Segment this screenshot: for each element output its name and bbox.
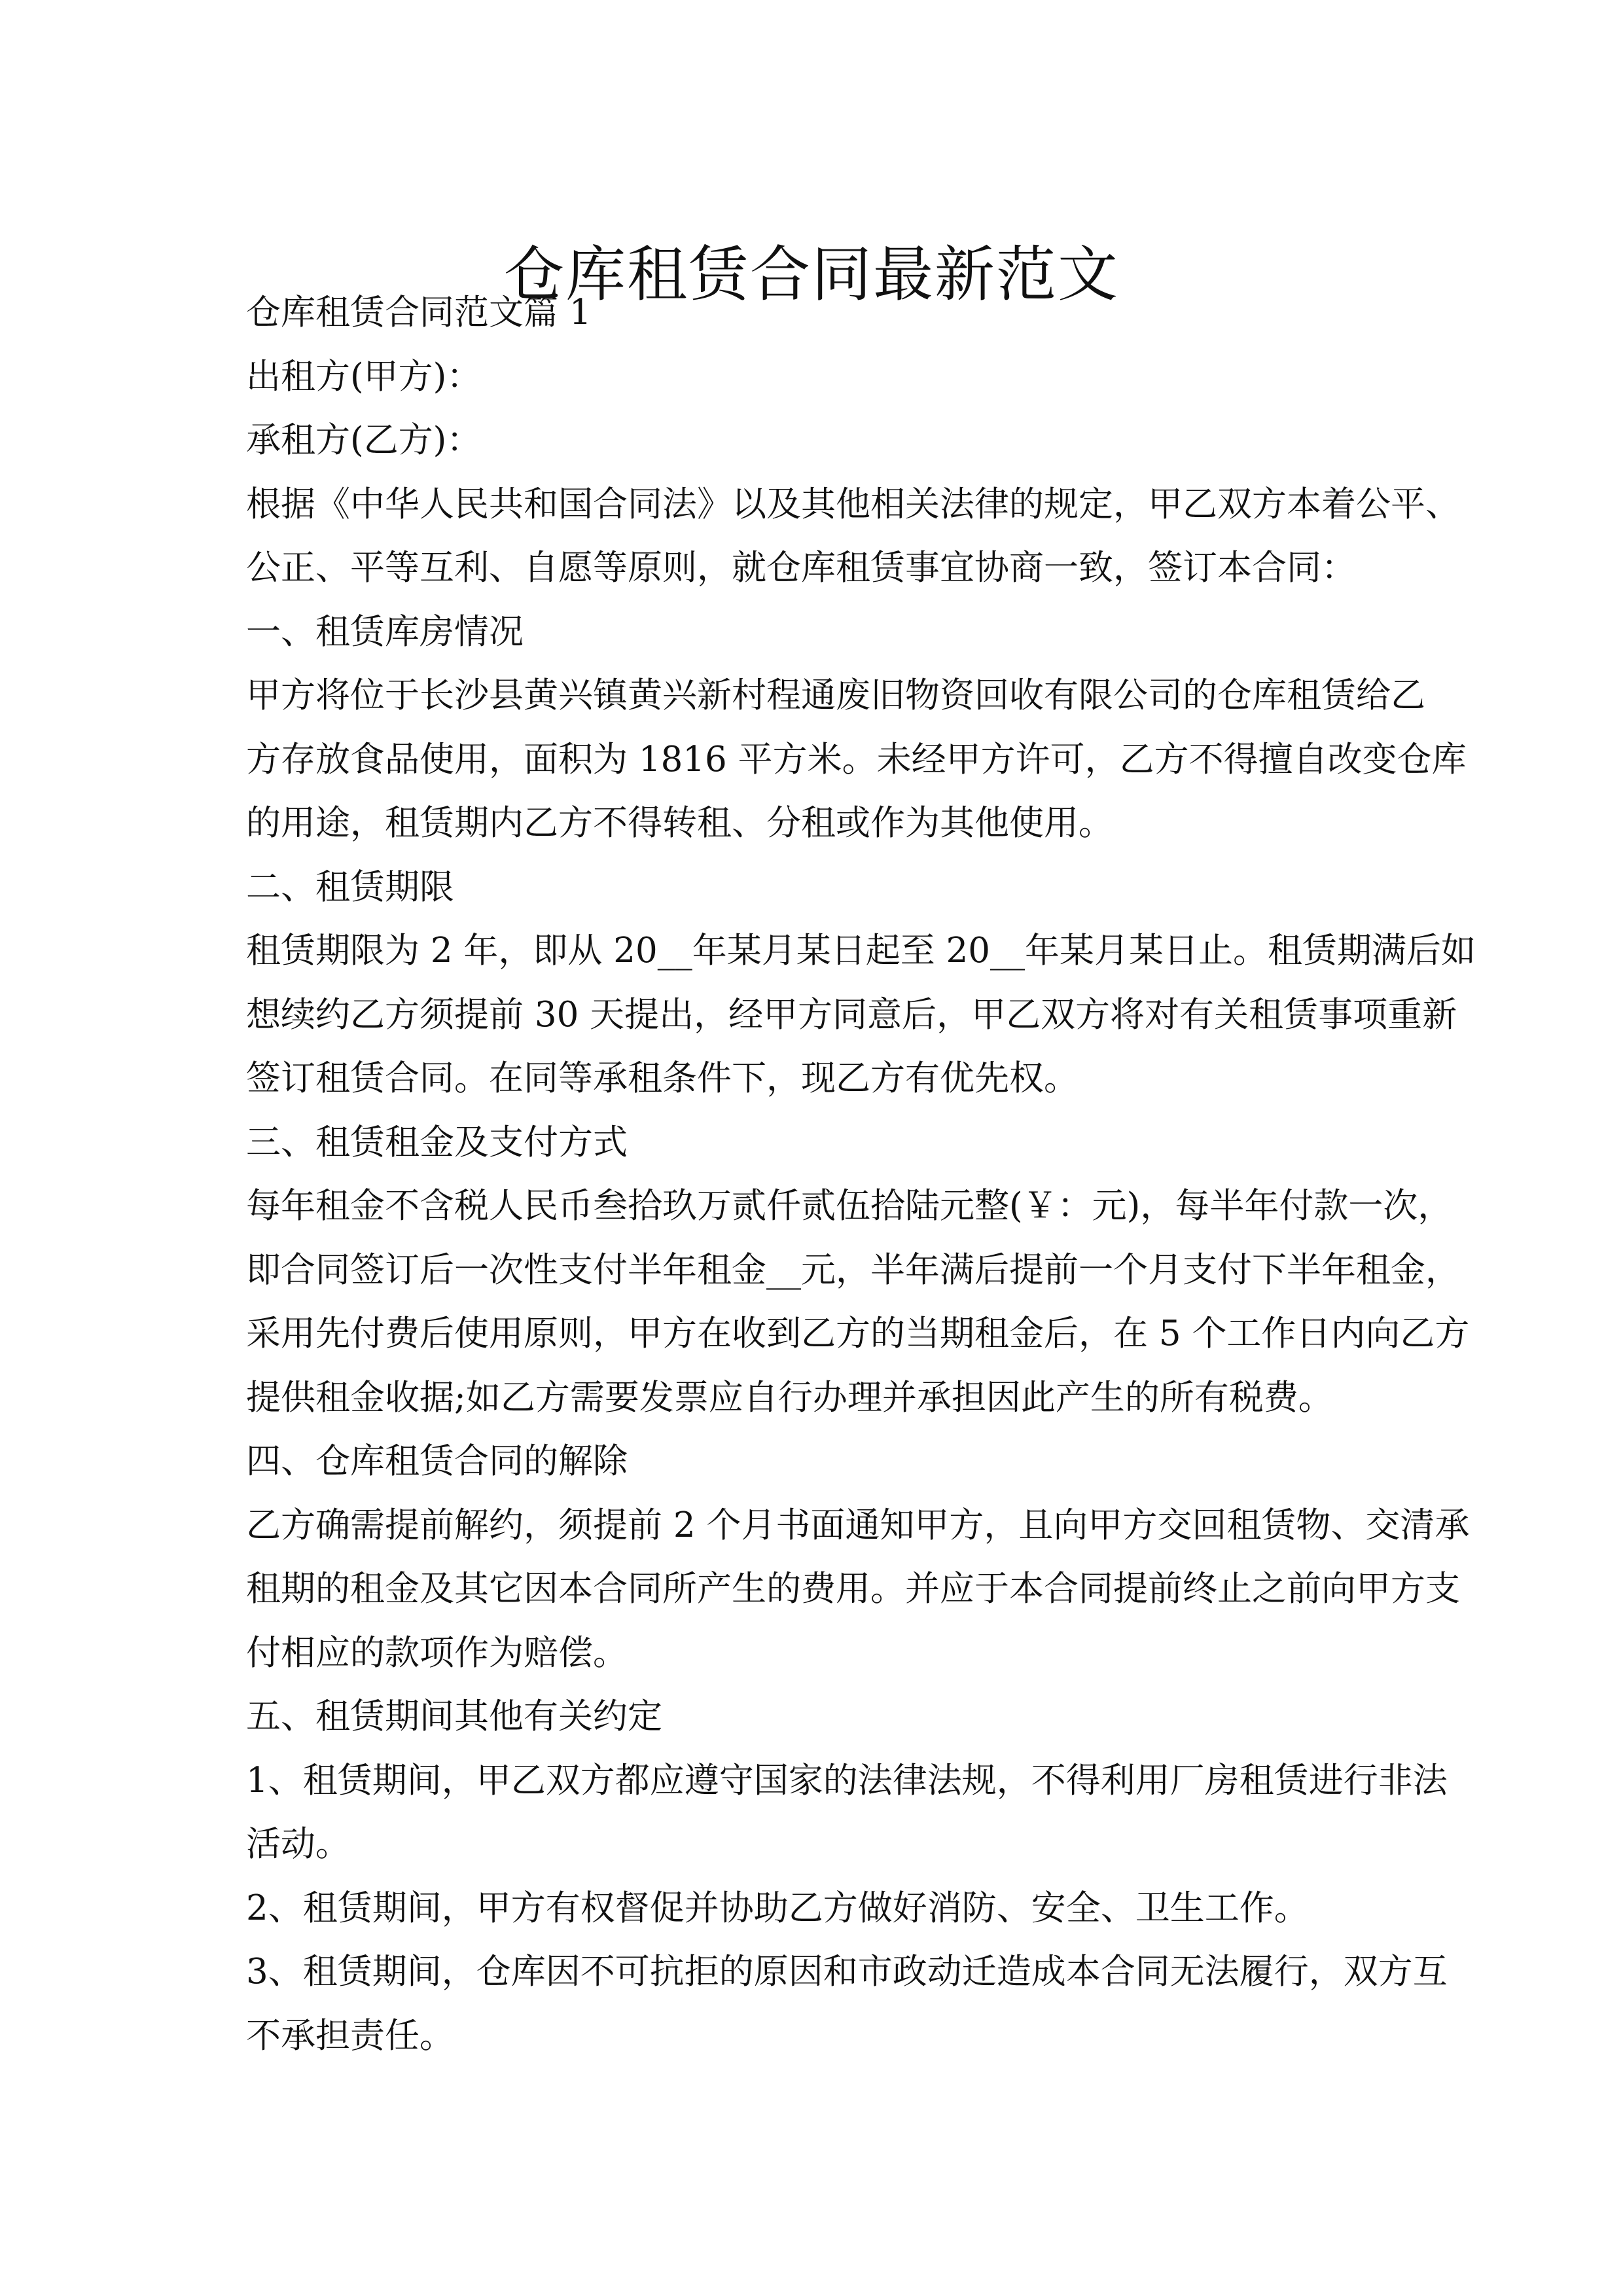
- paragraph-line: 想续约乙方须提前 30 天提出，经甲方同意后，甲乙双方将对有关租赁事项重新: [246, 994, 1457, 1035]
- paragraph-line: 付相应的款项作为赔偿。: [246, 1632, 628, 1673]
- paragraph-line: 根据《中华人民共和国合同法》以及其他相关法律的规定，甲乙双方本着公平、: [246, 484, 1460, 524]
- paragraph-line: 乙方确需提前解约，须提前 2 个月书面通知甲方，且向甲方交回租赁物、交清承: [246, 1505, 1470, 1545]
- document-title: 仓库租赁合同最新范文: [503, 239, 1119, 310]
- paragraph-line: 出租方(甲方)：: [246, 356, 482, 397]
- paragraph-line: 租赁期限为 2 年，即从 20__年某月某日起至 20__年某月某日止。租赁期满后如: [246, 931, 1476, 971]
- paragraph-line: 不承担责任。: [246, 2015, 454, 2056]
- paragraph-line: 甲方将位于长沙县黄兴镇黄兴新村程通废旧物资回收有限公司的仓库租赁给乙: [246, 675, 1425, 715]
- paragraph-line: 3、租赁期间，仓库因不可抗拒的原因和市政动迁造成本合同无法履行，双方互: [246, 1952, 1448, 1992]
- paragraph-line: 二、租赁期限: [246, 867, 454, 907]
- paragraph-line: 仓库租赁合同范文篇 1: [246, 293, 592, 332]
- paragraph-line: 五、租赁期间其他有关约定: [246, 1696, 662, 1736]
- paragraph-line: 采用先付费后使用原则，甲方在收到乙方的当期租金后，在 5 个工作日内向乙方: [246, 1314, 1470, 1354]
- paragraph-line: 公正、平等互利、自愿等原则，就仓库租赁事宜协商一致，签订本合同：: [246, 548, 1356, 588]
- paragraph-line: 活动。: [246, 1824, 350, 1864]
- document-body: [246, 281, 1476, 2068]
- paragraph-line: 2、租赁期间，甲方有权督促并协助乙方做好消防、安全、卫生工作。: [246, 1888, 1309, 1928]
- paragraph-line: 1、租赁期间，甲乙双方都应遵守国家的法律法规，不得利用厂房租赁进行非法: [246, 1760, 1448, 1801]
- paragraph-line: 四、仓库租赁合同的解除: [246, 1441, 628, 1481]
- paragraph-line: 的用途，租赁期内乙方不得转租、分租或作为其他使用。: [246, 803, 1113, 843]
- paragraph-line: 每年租金不含税人民币叁拾玖万贰仟贰伍拾陆元整(￥：元)，每半年付款一次，: [246, 1186, 1453, 1226]
- paragraph-line: 一、租赁库房情况: [246, 611, 524, 652]
- paragraph-line: 承租方(乙方)：: [246, 420, 482, 460]
- paragraph-line: 租期的租金及其它因本合同所产生的费用。并应于本合同提前终止之前向甲方支: [246, 1569, 1460, 1609]
- paragraph-line: 提供租金收据;如乙方需要发票应自行办理并承担因此产生的所有税费。: [246, 1377, 1333, 1418]
- paragraph-line: 三、租赁租金及支付方式: [246, 1122, 628, 1162]
- paragraph-line: 方存放食品使用，面积为 1816 平方米。未经甲方许可，乙方不得擅自改变仓库: [246, 739, 1467, 780]
- paragraph-line: 即合同签订后一次性支付半年租金__元，半年满后提前一个月支付下半年租金，: [246, 1249, 1460, 1290]
- paragraph-line: 签订租赁合同。在同等承租条件下，现乙方有优先权。: [246, 1058, 1079, 1098]
